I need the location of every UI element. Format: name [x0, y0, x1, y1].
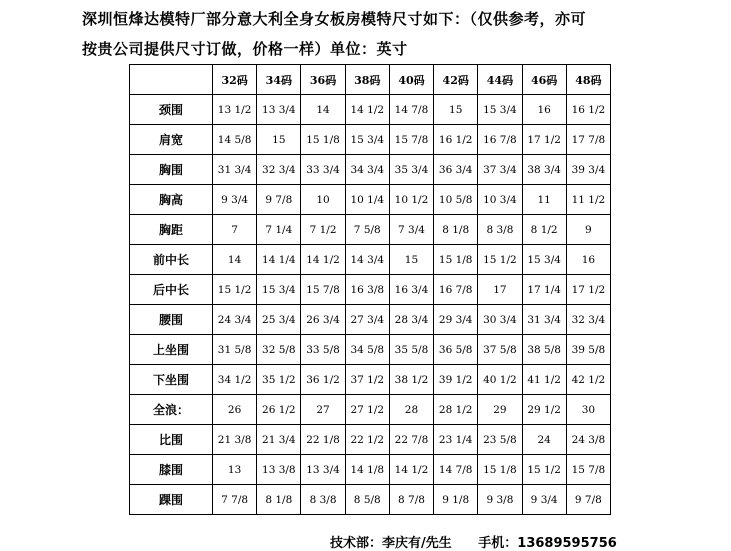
- table-cell: 35 1/2: [257, 365, 301, 395]
- table-cell: 16 1/2: [434, 125, 478, 155]
- table-cell: 31 3/4: [213, 155, 257, 185]
- table-cell: 15 3/4: [257, 275, 301, 305]
- table-cell: 34 1/2: [213, 365, 257, 395]
- table-cell: 8 1/2: [522, 215, 566, 245]
- table-cell: 17 1/2: [522, 125, 566, 155]
- table-cell: 21 3/4: [257, 425, 301, 455]
- table-cell: 16: [566, 245, 610, 275]
- table-cell: 34 3/4: [345, 155, 389, 185]
- table-cell: 15 1/8: [478, 455, 522, 485]
- row-label: 肩宽: [130, 125, 213, 155]
- table-cell: 32 3/4: [566, 305, 610, 335]
- table-cell: 38 3/4: [522, 155, 566, 185]
- size-table-body: [130, 65, 611, 515]
- table-row: [130, 95, 611, 125]
- table-cell: 32 3/4: [257, 155, 301, 185]
- table-cell: 15 1/2: [478, 245, 522, 275]
- table-cell: 16 3/4: [389, 275, 433, 305]
- table-cell: 37 5/8: [478, 335, 522, 365]
- table-cell: 15 3/4: [522, 245, 566, 275]
- row-label: 后中长: [130, 275, 213, 305]
- table-cell: 40 1/2: [478, 365, 522, 395]
- table-cell: 30 3/4: [478, 305, 522, 335]
- table-cell: 15: [389, 245, 433, 275]
- table-cell: 36 5/8: [434, 335, 478, 365]
- tech-contact: 技术部：李庆有/先生: [330, 536, 452, 551]
- table-cell: 23 1/4: [434, 425, 478, 455]
- table-cell: 42 1/2: [566, 365, 610, 395]
- table-cell: 24 3/8: [566, 425, 610, 455]
- table-cell: 26 3/4: [301, 305, 345, 335]
- table-cell: 16: [522, 95, 566, 125]
- row-label: 膝围: [130, 455, 213, 485]
- table-cell: 16 7/8: [434, 275, 478, 305]
- table-row: [130, 335, 611, 365]
- table-cell: 14 7/8: [434, 455, 478, 485]
- table-cell: 31 3/4: [522, 305, 566, 335]
- table-cell: 14 1/2: [345, 95, 389, 125]
- table-row: [130, 455, 611, 485]
- phone-contact: 手机：13689595756: [478, 536, 617, 551]
- table-cell: 38 5/8: [522, 335, 566, 365]
- size-header-36: 36码: [301, 65, 345, 95]
- table-cell: 22 1/2: [345, 425, 389, 455]
- row-label: 全浪：: [130, 395, 213, 425]
- table-cell: 15 1/8: [434, 245, 478, 275]
- row-label: 上坐围: [130, 335, 213, 365]
- table-cell: 13 3/8: [257, 455, 301, 485]
- row-label: 胸距: [130, 215, 213, 245]
- table-cell: 14: [301, 95, 345, 125]
- table-cell: 10 5/8: [434, 185, 478, 215]
- table-cell: 35 3/4: [389, 155, 433, 185]
- row-label: 踝围: [130, 485, 213, 515]
- table-cell: 31 5/8: [213, 335, 257, 365]
- table-cell: 9 7/8: [257, 185, 301, 215]
- table-cell: 15 7/8: [389, 125, 433, 155]
- table-cell: 11: [522, 185, 566, 215]
- table-cell: 25 3/4: [257, 305, 301, 335]
- table-cell: 7 3/4: [389, 215, 433, 245]
- table-row: [130, 215, 611, 245]
- table-cell: 17 7/8: [566, 125, 610, 155]
- row-label: 颈围: [130, 95, 213, 125]
- table-row: [130, 185, 611, 215]
- table-cell: 39 1/2: [434, 365, 478, 395]
- table-cell: 7: [213, 215, 257, 245]
- size-header-32: 32码: [213, 65, 257, 95]
- table-cell: 17 1/4: [522, 275, 566, 305]
- table-cell: 37 3/4: [478, 155, 522, 185]
- table-cell: 22 7/8: [389, 425, 433, 455]
- table-cell: 33 3/4: [301, 155, 345, 185]
- table-cell: 14 1/8: [345, 455, 389, 485]
- table-row: [130, 365, 611, 395]
- table-cell: 7 7/8: [213, 485, 257, 515]
- table-cell: 13: [213, 455, 257, 485]
- table-cell: 32 5/8: [257, 335, 301, 365]
- table-cell: 14 5/8: [213, 125, 257, 155]
- table-cell: 14 7/8: [389, 95, 433, 125]
- table-cell: 17 1/2: [566, 275, 610, 305]
- table-row: [130, 305, 611, 335]
- table-cell: 13 1/2: [213, 95, 257, 125]
- table-cell: 29 1/2: [522, 395, 566, 425]
- table-cell: 28 3/4: [389, 305, 433, 335]
- table-cell: 15 3/4: [345, 125, 389, 155]
- table-cell: 39 5/8: [566, 335, 610, 365]
- table-cell: 7 1/4: [257, 215, 301, 245]
- table-cell: 27 3/4: [345, 305, 389, 335]
- table-cell: 24 3/4: [213, 305, 257, 335]
- table-cell: 8 5/8: [345, 485, 389, 515]
- table-cell: 15 7/8: [301, 275, 345, 305]
- table-cell: 14 1/4: [257, 245, 301, 275]
- table-cell: 15 3/4: [478, 95, 522, 125]
- table-cell: 30: [566, 395, 610, 425]
- table-cell: 26: [213, 395, 257, 425]
- table-cell: 14 3/4: [345, 245, 389, 275]
- table-cell: 16 3/8: [345, 275, 389, 305]
- corner-cell: [130, 65, 213, 95]
- table-cell: 10 1/4: [345, 185, 389, 215]
- table-cell: 7 1/2: [301, 215, 345, 245]
- table-row: [130, 485, 611, 515]
- table-cell: 10: [301, 185, 345, 215]
- table-cell: 10 1/2: [389, 185, 433, 215]
- table-cell: 29 3/4: [434, 305, 478, 335]
- table-cell: 15: [257, 125, 301, 155]
- table-cell: 8 3/8: [301, 485, 345, 515]
- size-header-34: 34码: [257, 65, 301, 95]
- size-header-42: 42码: [434, 65, 478, 95]
- table-cell: 9 3/8: [478, 485, 522, 515]
- table-cell: 15 1/2: [213, 275, 257, 305]
- intro-line-2: 按贵公司提供尺寸订做，价格一样）单位：英寸: [82, 40, 408, 58]
- table-row: [130, 395, 611, 425]
- table-cell: 28: [389, 395, 433, 425]
- table-cell: 9: [566, 215, 610, 245]
- table-cell: 15 1/2: [522, 455, 566, 485]
- size-header-row: [130, 65, 611, 95]
- table-cell: 22 1/8: [301, 425, 345, 455]
- size-header-48: 48码: [566, 65, 610, 95]
- table-cell: 28 1/2: [434, 395, 478, 425]
- table-cell: 37 1/2: [345, 365, 389, 395]
- table-cell: 34 5/8: [345, 335, 389, 365]
- table-cell: 14 1/2: [301, 245, 345, 275]
- size-header-44: 44码: [478, 65, 522, 95]
- table-row: [130, 425, 611, 455]
- table-cell: 8 1/8: [257, 485, 301, 515]
- table-cell: 16 7/8: [478, 125, 522, 155]
- size-header-38: 38码: [345, 65, 389, 95]
- table-cell: 14: [213, 245, 257, 275]
- table-cell: 26 1/2: [257, 395, 301, 425]
- table-cell: 29: [478, 395, 522, 425]
- table-cell: 17: [478, 275, 522, 305]
- table-cell: 13 3/4: [301, 455, 345, 485]
- table-cell: 41 1/2: [522, 365, 566, 395]
- table-cell: 27 1/2: [345, 395, 389, 425]
- table-cell: 14 1/2: [389, 455, 433, 485]
- table-cell: 9 3/4: [522, 485, 566, 515]
- intro-line-1: 深圳恒烽达模特厂部分意大利全身女板房模特尺寸如下：（仅供参考，亦可: [82, 10, 587, 28]
- table-cell: 36 3/4: [434, 155, 478, 185]
- row-label: 胸围: [130, 155, 213, 185]
- table-cell: 33 5/8: [301, 335, 345, 365]
- table-cell: 13 3/4: [257, 95, 301, 125]
- size-header-40: 40码: [389, 65, 433, 95]
- table-cell: 36 1/2: [301, 365, 345, 395]
- table-cell: 39 3/4: [566, 155, 610, 185]
- table-row: [130, 245, 611, 275]
- table-cell: 9 3/4: [213, 185, 257, 215]
- intro-text: [82, 4, 722, 64]
- table-cell: 16 1/2: [566, 95, 610, 125]
- table-cell: 8 3/8: [478, 215, 522, 245]
- table-cell: 38 1/2: [389, 365, 433, 395]
- row-label: 腰围: [130, 305, 213, 335]
- table-cell: 23 5/8: [478, 425, 522, 455]
- table-row: [130, 155, 611, 185]
- table-row: [130, 125, 611, 155]
- table-cell: 15 7/8: [566, 455, 610, 485]
- size-header-46: 46码: [522, 65, 566, 95]
- size-table: [129, 64, 611, 515]
- table-cell: 9 7/8: [566, 485, 610, 515]
- row-label: 比围: [130, 425, 213, 455]
- contact-footer: [330, 532, 639, 551]
- table-cell: 24: [522, 425, 566, 455]
- table-cell: 9 1/8: [434, 485, 478, 515]
- table-row: [130, 275, 611, 305]
- table-cell: 21 3/8: [213, 425, 257, 455]
- row-label: 下坐围: [130, 365, 213, 395]
- table-cell: 8 7/8: [389, 485, 433, 515]
- row-label: 胸高: [130, 185, 213, 215]
- row-label: 前中长: [130, 245, 213, 275]
- table-cell: 35 5/8: [389, 335, 433, 365]
- table-cell: 10 3/4: [478, 185, 522, 215]
- table-cell: 11 1/2: [566, 185, 610, 215]
- table-cell: 15 1/8: [301, 125, 345, 155]
- table-cell: 27: [301, 395, 345, 425]
- table-cell: 15: [434, 95, 478, 125]
- table-cell: 8 1/8: [434, 215, 478, 245]
- table-cell: 7 5/8: [345, 215, 389, 245]
